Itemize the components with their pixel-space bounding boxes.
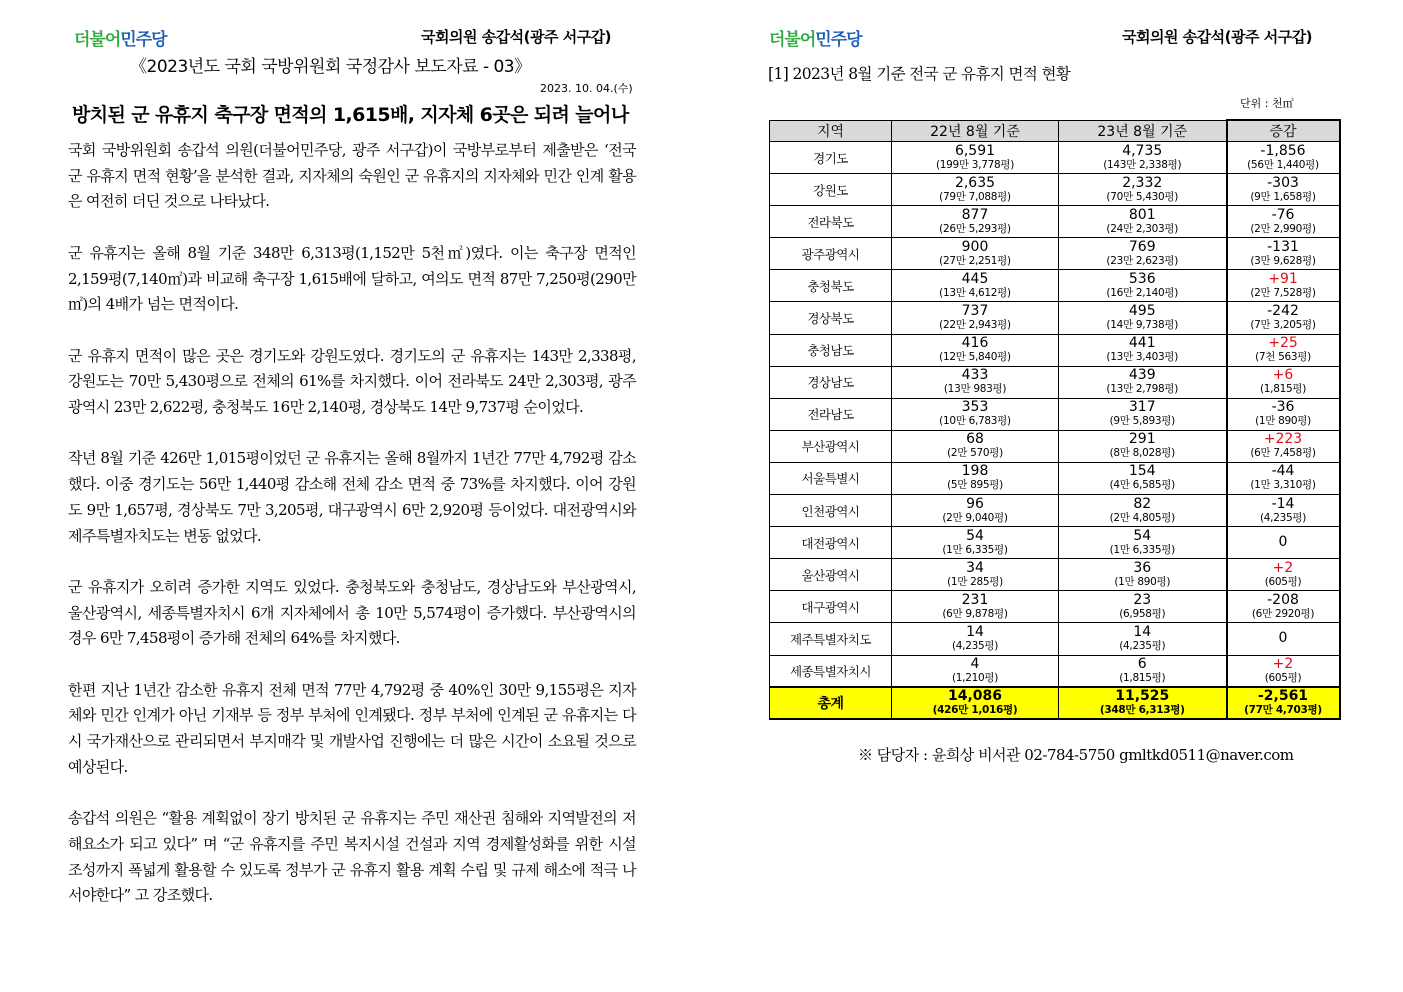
value-change-pyeong: (605평) bbox=[1264, 671, 1302, 684]
table-row bbox=[770, 302, 1340, 334]
value-2023-value: 4,735 bbox=[1122, 142, 1163, 159]
value-2023 bbox=[1059, 591, 1227, 623]
table-row bbox=[770, 559, 1340, 591]
member-name-right: 국회의원 송갑석(광주 서구갑) bbox=[1122, 28, 1313, 46]
table-row bbox=[770, 270, 1340, 302]
value-change-pyeong: (2만 2,990평) bbox=[1250, 222, 1316, 235]
value-change bbox=[1227, 270, 1340, 302]
value-2022 bbox=[892, 398, 1059, 430]
value-2022-pyeong: (79만 7,088평) bbox=[939, 190, 1011, 203]
party-logo-part1: 더불어 bbox=[769, 30, 816, 50]
value-2022 bbox=[892, 174, 1059, 206]
value-change-value: +2 bbox=[1272, 655, 1294, 672]
value-2022-value: 877 bbox=[961, 206, 989, 223]
value-2022-pyeong: (1,210평) bbox=[952, 671, 998, 684]
value-2023 bbox=[1059, 270, 1227, 302]
paragraph: 한편 지난 1년간 감소한 유휴지 전체 면적 77만 4,792평 중 40%인 30만 9,155평은 지자체와 민간 인계가 아닌 기재부 등 정부 부처에 인계됐다. 정부 부처에 인계된 군 유휴지는 다시 국가재산으로 관리되면서 부지매각 및 개발사업 진행에는 더 많은 시간이 소요될 것으로 예상된다. bbox=[68, 680, 636, 776]
header-change: 증감 bbox=[1227, 120, 1340, 142]
value-2023 bbox=[1059, 174, 1227, 206]
value-2022-pyeong: (6만 9,878평) bbox=[942, 607, 1008, 620]
value-2023 bbox=[1059, 462, 1227, 494]
value-change bbox=[1227, 206, 1340, 238]
headline: 방치된 군 유휴지 축구장 면적의 1,615배, 지자체 6곳은 되려 늘어나 bbox=[72, 104, 629, 126]
value-change-pyeong: (1만 890평) bbox=[1255, 415, 1311, 428]
header-2022: 22년 8월 기준 bbox=[892, 120, 1059, 142]
total-2023-value: 11,525 bbox=[1115, 688, 1170, 705]
value-2022 bbox=[892, 527, 1059, 559]
party-logo-part2: 민주당 bbox=[120, 30, 167, 50]
total-2023-pyeong: (348만 6,313평) bbox=[1099, 704, 1185, 717]
value-2022-value: 231 bbox=[961, 591, 989, 608]
value-change bbox=[1227, 142, 1340, 174]
value-2023 bbox=[1059, 142, 1227, 174]
region-cell: 세종특별자치시 bbox=[770, 655, 892, 687]
value-2022-pyeong: (10만 6,783평) bbox=[939, 415, 1011, 428]
value-2023 bbox=[1059, 334, 1227, 366]
value-2023-pyeong: (9만 5,893평) bbox=[1109, 415, 1175, 428]
value-2023-value: 439 bbox=[1128, 367, 1156, 384]
member-name-left: 국회의원 송갑석(광주 서구갑) bbox=[421, 28, 612, 46]
value-2023 bbox=[1059, 655, 1227, 687]
value-2023 bbox=[1059, 302, 1227, 334]
total-2022-pyeong: (426만 1,016평) bbox=[932, 704, 1018, 717]
value-2023 bbox=[1059, 495, 1227, 527]
value-2023-pyeong: (2만 4,805평) bbox=[1109, 511, 1175, 524]
region-cell: 충청북도 bbox=[770, 270, 892, 302]
value-change-value: -14 bbox=[1271, 495, 1295, 512]
value-2023-pyeong: (8만 8,028평) bbox=[1109, 447, 1175, 460]
value-2023 bbox=[1059, 527, 1227, 559]
value-2022-value: 416 bbox=[961, 335, 989, 352]
value-2022-pyeong: (13만 983평) bbox=[943, 383, 1007, 396]
value-2023-pyeong: (6,958평) bbox=[1119, 607, 1166, 620]
value-2022 bbox=[892, 559, 1059, 591]
value-change-value: 0 bbox=[1278, 534, 1288, 551]
value-2022-value: 353 bbox=[961, 399, 989, 416]
value-2022-pyeong: (5만 895평) bbox=[947, 479, 1003, 492]
value-2022-value: 2,635 bbox=[954, 174, 996, 191]
party-logo-part1: 더불어 bbox=[74, 30, 121, 50]
table-row bbox=[770, 495, 1340, 527]
value-2022-value: 6,591 bbox=[954, 142, 996, 159]
value-change-value: +6 bbox=[1272, 367, 1294, 384]
region-cell: 제주특별자치도 bbox=[770, 623, 892, 655]
paragraph: 군 유휴지는 올해 8월 기준 348만 6,313평(1,152만 5천㎡)였다. 이는 축구장 면적인 2,159평(7,140㎡)과 비교해 축구장 1,615배에 달하고, 여의도 면적 87만 7,250평(290만㎡)의 4배가 넘는 면적이다. bbox=[68, 243, 636, 314]
value-2022-pyeong: (1만 6,335평) bbox=[942, 543, 1008, 556]
value-2022-value: 68 bbox=[966, 431, 984, 448]
value-2022 bbox=[892, 334, 1059, 366]
table-header-row bbox=[770, 120, 1340, 142]
press-release-title: 《2023년도 국회 국방위원회 국정감사 보도자료 - 03》 bbox=[130, 57, 531, 77]
header-region: 지역 bbox=[770, 120, 892, 142]
value-2022 bbox=[892, 302, 1059, 334]
value-2022 bbox=[892, 366, 1059, 398]
table-row bbox=[770, 623, 1340, 655]
press-release-date: 2023. 10. 04.(수) bbox=[540, 82, 633, 95]
region-cell: 경상북도 bbox=[770, 302, 892, 334]
article-body bbox=[68, 138, 636, 935]
value-2023-value: 441 bbox=[1128, 335, 1156, 352]
value-change-value: +25 bbox=[1268, 335, 1298, 352]
value-change bbox=[1227, 559, 1340, 591]
value-2023-value: 769 bbox=[1128, 238, 1156, 255]
value-2022 bbox=[892, 655, 1059, 687]
region-cell: 대전광역시 bbox=[770, 527, 892, 559]
value-2023-value: 23 bbox=[1133, 591, 1152, 608]
value-change bbox=[1227, 623, 1340, 655]
value-2023-pyeong: (24만 2,303평) bbox=[1106, 222, 1179, 235]
value-change bbox=[1227, 527, 1340, 559]
region-cell: 부산광역시 bbox=[770, 430, 892, 462]
value-change-pyeong: (7만 3,205평) bbox=[1250, 319, 1316, 332]
value-2023 bbox=[1059, 398, 1227, 430]
value-2022-value: 54 bbox=[966, 527, 984, 544]
value-2022 bbox=[892, 142, 1059, 174]
table-row bbox=[770, 366, 1340, 398]
value-change-pyeong: (4,235평) bbox=[1260, 511, 1306, 524]
value-change bbox=[1227, 366, 1340, 398]
value-2022-pyeong: (27만 2,251평) bbox=[939, 254, 1011, 267]
region-cell: 전라남도 bbox=[770, 398, 892, 430]
value-2023-value: 6 bbox=[1137, 655, 1147, 672]
value-change-value: 0 bbox=[1278, 630, 1288, 647]
value-2023-value: 801 bbox=[1128, 206, 1156, 223]
value-change bbox=[1227, 174, 1340, 206]
total-2023 bbox=[1059, 687, 1227, 719]
unit-label: 단위 : 천㎡ bbox=[1240, 97, 1294, 110]
region-cell: 충청남도 bbox=[770, 334, 892, 366]
table-row bbox=[770, 238, 1340, 270]
value-2022-value: 96 bbox=[966, 495, 984, 512]
value-change bbox=[1227, 302, 1340, 334]
value-2023 bbox=[1059, 430, 1227, 462]
value-2023-pyeong: (1,815평) bbox=[1119, 671, 1166, 684]
paragraph: 군 유휴지가 오히려 증가한 지역도 있었다. 충청북도와 충청남도, 경상남도와 부산광역시, 울산광역시, 세종특별자치시 6개 지자체에서 총 10만 5,574평이 증가했다. 부산광역시의 경우 6만 7,458평이 증가해 전체의 64%를 차지했다. bbox=[68, 577, 636, 648]
region-cell: 광주광역시 bbox=[770, 238, 892, 270]
value-change-value: -36 bbox=[1271, 399, 1295, 416]
value-2023 bbox=[1059, 623, 1227, 655]
value-change bbox=[1227, 462, 1340, 494]
region-cell: 경상남도 bbox=[770, 366, 892, 398]
value-2022-value: 34 bbox=[966, 559, 984, 576]
region-cell: 전라북도 bbox=[770, 206, 892, 238]
value-change-pyeong: (7천 563평) bbox=[1255, 351, 1311, 364]
value-2023-pyeong: (14만 9,738평) bbox=[1106, 319, 1179, 332]
value-2023-pyeong: (70만 5,430평) bbox=[1106, 190, 1179, 203]
paragraph: 작년 8월 기준 426만 1,015평이었던 군 유휴지는 올해 8월까지 1년간 77만 4,792평 감소했다. 이중 경기도는 56만 1,440평 감소해 전체 감소 면적 중 73%를 차지했다. 이어 강원도 9만 1,657평, 경상북도 7만 3,205평, 대구광역시 6만 2,920평 등이었다. 대전광역시와 제주특별자치도는 변동 없었다. bbox=[68, 449, 636, 545]
region-cell: 강원도 bbox=[770, 174, 892, 206]
value-2022-pyeong: (2만 570평) bbox=[947, 447, 1003, 460]
region-cell: 대구광역시 bbox=[770, 591, 892, 623]
value-2023-pyeong: (1만 6,335평) bbox=[1109, 543, 1175, 556]
total-2022 bbox=[892, 687, 1059, 719]
value-2022 bbox=[892, 623, 1059, 655]
value-2022-value: 198 bbox=[961, 463, 989, 480]
value-2022-pyeong: (1만 285평) bbox=[947, 575, 1003, 588]
total-label: 총계 bbox=[770, 687, 892, 719]
table-row bbox=[770, 430, 1340, 462]
value-2023 bbox=[1059, 559, 1227, 591]
table-row bbox=[770, 174, 1340, 206]
value-2023-value: 54 bbox=[1133, 527, 1152, 544]
value-2022-pyeong: (199만 3,778평) bbox=[935, 158, 1015, 171]
total-2022-value: 14,086 bbox=[947, 688, 1003, 705]
value-2022 bbox=[892, 495, 1059, 527]
value-2022-pyeong: (26만 5,293평) bbox=[939, 222, 1011, 235]
value-change-value: -242 bbox=[1267, 303, 1299, 320]
value-change-value: -44 bbox=[1271, 463, 1295, 480]
value-2023-pyeong: (1만 890평) bbox=[1114, 575, 1171, 588]
value-change-pyeong: (605평) bbox=[1264, 575, 1302, 588]
table-row bbox=[770, 398, 1340, 430]
value-2023-value: 14 bbox=[1133, 623, 1152, 640]
value-2022-value: 4 bbox=[970, 655, 980, 672]
value-change bbox=[1227, 655, 1340, 687]
total-change-value: -2,561 bbox=[1257, 688, 1309, 705]
value-2023-pyeong: (4만 6,585평) bbox=[1109, 479, 1175, 492]
table-row bbox=[770, 142, 1340, 174]
value-change-pyeong: (3만 9,628평) bbox=[1250, 254, 1316, 267]
total-change-pyeong: (77만 4,703평) bbox=[1244, 704, 1322, 717]
value-2023-pyeong: (13만 3,403평) bbox=[1106, 351, 1179, 364]
value-2022-pyeong: (4,235평) bbox=[952, 639, 998, 652]
value-change-value: -208 bbox=[1267, 591, 1299, 608]
value-2023 bbox=[1059, 366, 1227, 398]
value-2022-pyeong: (22만 2,943평) bbox=[939, 319, 1011, 332]
paragraph: 군 유휴지 면적이 많은 곳은 경기도와 강원도였다. 경기도의 군 유휴지는 143만 2,338평, 강원도는 70만 5,430평으로 전체의 61%를 차지했다. 이어 전라북도 24만 2,303평, 광주광역시 23만 2,622평, 충청북도 16만 2,140평, 경상북도 14만 9,737평 순이었다. bbox=[68, 346, 636, 416]
value-2023-pyeong: (16만 2,140평) bbox=[1106, 286, 1179, 299]
value-change-pyeong: (1,815평) bbox=[1260, 383, 1306, 396]
value-change bbox=[1227, 430, 1340, 462]
table-row bbox=[770, 591, 1340, 623]
value-change-pyeong: (6만 7,458평) bbox=[1250, 447, 1316, 460]
value-2023-pyeong: (13만 2,798평) bbox=[1106, 383, 1179, 396]
value-2022 bbox=[892, 430, 1059, 462]
header-2023: 23년 8월 기준 bbox=[1059, 120, 1227, 142]
value-2023 bbox=[1059, 238, 1227, 270]
party-logo-right bbox=[769, 25, 862, 50]
value-2022 bbox=[892, 238, 1059, 270]
value-change bbox=[1227, 591, 1340, 623]
region-cell: 경기도 bbox=[770, 142, 892, 174]
value-2023-pyeong: (23만 2,623평) bbox=[1106, 254, 1179, 267]
value-change-value: -76 bbox=[1271, 206, 1295, 223]
contact-info: ※ 담당자 : 윤희상 비서관 02-784-5750 gmltkd0511@naver.com bbox=[858, 746, 1294, 764]
value-2022-value: 737 bbox=[961, 303, 989, 320]
idle-land-table bbox=[769, 119, 1341, 720]
value-2022-value: 14 bbox=[966, 623, 984, 640]
value-2023-value: 82 bbox=[1133, 495, 1152, 512]
value-change-pyeong: (56만 1,440평) bbox=[1247, 158, 1319, 171]
value-2023-value: 495 bbox=[1128, 303, 1156, 320]
region-cell: 울산광역시 bbox=[770, 559, 892, 591]
section-title: [1] 2023년 8월 기준 전국 군 유휴지 면적 현황 bbox=[768, 65, 1071, 83]
value-2022-value: 433 bbox=[961, 367, 989, 384]
value-change bbox=[1227, 398, 1340, 430]
value-change-pyeong: (1만 3,310평) bbox=[1250, 479, 1316, 492]
value-2023-value: 36 bbox=[1133, 559, 1152, 576]
total-row bbox=[770, 687, 1340, 719]
value-change bbox=[1227, 238, 1340, 270]
value-2023-pyeong: (143만 2,338평) bbox=[1103, 158, 1182, 171]
value-2022-pyeong: (12만 5,840평) bbox=[939, 351, 1011, 364]
value-2022 bbox=[892, 270, 1059, 302]
party-logo-left bbox=[74, 25, 167, 50]
value-change-value: -1,856 bbox=[1260, 142, 1306, 159]
table-row bbox=[770, 655, 1340, 687]
value-change-value: +2 bbox=[1272, 559, 1294, 576]
value-2023-value: 317 bbox=[1128, 399, 1156, 416]
value-2023-value: 536 bbox=[1128, 270, 1156, 287]
value-2023-value: 291 bbox=[1128, 431, 1156, 448]
region-cell: 인천광역시 bbox=[770, 495, 892, 527]
table-row bbox=[770, 462, 1340, 494]
value-change bbox=[1227, 495, 1340, 527]
value-change-pyeong: (9만 1,658평) bbox=[1250, 190, 1316, 203]
value-2022-value: 900 bbox=[961, 238, 989, 255]
party-logo-part2: 민주당 bbox=[815, 30, 862, 50]
table-row bbox=[770, 334, 1340, 366]
value-2023-pyeong: (4,235평) bbox=[1119, 639, 1166, 652]
region-cell: 서울특별시 bbox=[770, 462, 892, 494]
table-row bbox=[770, 206, 1340, 238]
value-2022-pyeong: (13만 4,612평) bbox=[939, 286, 1011, 299]
value-change-value: -303 bbox=[1267, 174, 1299, 191]
value-change-pyeong: (6만 2920평) bbox=[1251, 607, 1315, 620]
value-2022 bbox=[892, 462, 1059, 494]
value-2023-value: 154 bbox=[1128, 463, 1156, 480]
value-change-value: -131 bbox=[1267, 238, 1299, 255]
value-change-value: +91 bbox=[1268, 270, 1298, 287]
value-2023-value: 2,332 bbox=[1122, 174, 1163, 191]
table-row bbox=[770, 527, 1340, 559]
value-2022-value: 445 bbox=[961, 270, 989, 287]
value-2023 bbox=[1059, 206, 1227, 238]
value-2022 bbox=[892, 591, 1059, 623]
value-change-value: +223 bbox=[1263, 431, 1303, 448]
value-2022 bbox=[892, 206, 1059, 238]
paragraph: 송갑석 의원은 “활용 계획없이 장기 방치된 군 유휴지는 주민 재산권 침해와 지역발전의 저해요소가 되고 있다” 며 “군 유휴지를 주민 복지시설 건설과 지역 경제활성화를 위한 시설 조성까지 폭넓게 활용할 수 있도록 정부가 군 유휴지 활용 계획 수립 및 규제 해소에 적극 나서야한다” 고 강조했다. bbox=[68, 809, 636, 905]
value-change-pyeong: (2만 7,528평) bbox=[1250, 286, 1316, 299]
total-change bbox=[1227, 687, 1340, 719]
value-2022-pyeong: (2만 9,040평) bbox=[942, 511, 1008, 524]
value-change bbox=[1227, 334, 1340, 366]
paragraph: 국회 국방위원회 송갑석 의원(더불어민주당, 광주 서구갑)이 국방부로부터 제출받은 ‘전국 군 유휴지 면적 현황’을 분석한 결과, 지자체의 숙원인 군 유휴지의 지자체와 민간 인계 활용은 여전히 더딘 것으로 나타났다. bbox=[68, 141, 636, 211]
